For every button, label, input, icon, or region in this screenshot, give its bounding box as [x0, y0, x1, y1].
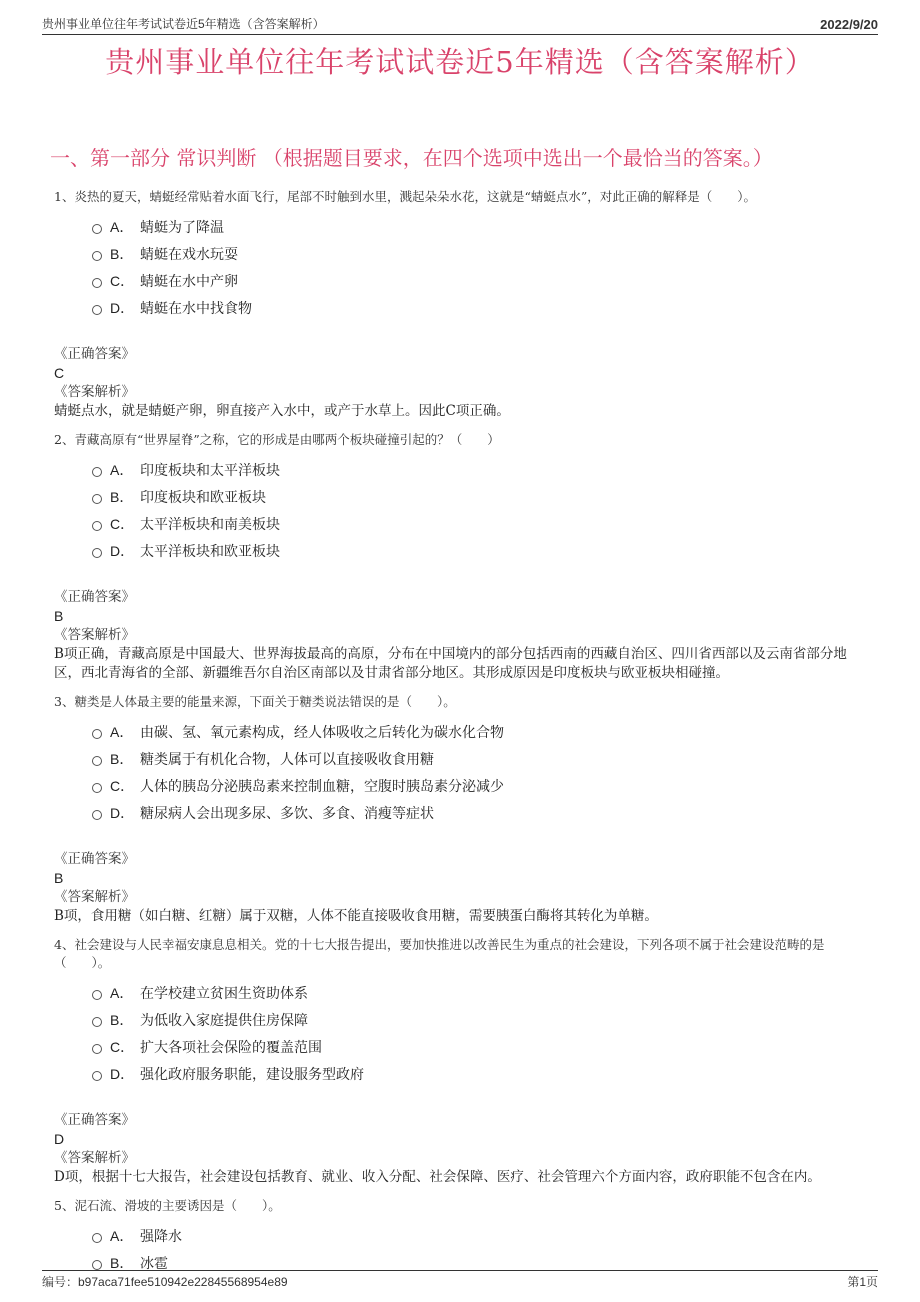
answer-label: 《正确答案》	[54, 346, 135, 362]
option-list	[92, 979, 870, 1087]
explain-label: 《答案解析》	[54, 1150, 135, 1166]
radio-icon[interactable]	[92, 783, 102, 793]
explanation-text: B项，食用糖（如白糖、红糖）属于双糖，人体不能直接吸收食用糖，需要胰蛋白酶将其转化为单糖。	[54, 908, 658, 924]
answer-label: 《正确答案》	[54, 1112, 135, 1128]
option-d[interactable]: D． 强化政府服务职能，建设服务型政府	[92, 1060, 870, 1087]
explanation-text: B项正确，青藏高原是中国最大、世界海拔最高的高原，分布在中国境内的部分包括西南的西藏自治区、四川省西部以及云南省部分地区，西北青海省的全部、新疆维吾尔自治区南部以及甘肃省部分地区。其形成原因是印度板块与欧亚板块相碰撞。	[54, 646, 847, 681]
question-list	[54, 188, 870, 1276]
radio-icon[interactable]	[92, 224, 102, 234]
radio-icon[interactable]	[92, 1017, 102, 1027]
option-a[interactable]: A． 印度板块和太平洋板块	[92, 456, 870, 483]
answer-block	[54, 588, 870, 683]
option-b[interactable]: B． 冰雹	[92, 1249, 870, 1276]
option-b[interactable]: B． 印度板块和欧亚板块	[92, 483, 870, 510]
question-2	[54, 431, 870, 683]
option-a[interactable]: A． 在学校建立贫困生资助体系	[92, 979, 870, 1006]
option-c[interactable]: C． 扩大各项社会保险的覆盖范围	[92, 1033, 870, 1060]
radio-icon[interactable]	[92, 1260, 102, 1270]
radio-icon[interactable]	[92, 756, 102, 766]
radio-icon[interactable]	[92, 278, 102, 288]
answer-block	[54, 1111, 870, 1187]
section-heading: 一、第一部分 常识判断 （根据题目要求，在四个选项中选出一个最恰当的答案。）	[50, 146, 773, 170]
option-b[interactable]: B． 蜻蜓在戏水玩耍	[92, 240, 870, 267]
question-3	[54, 693, 870, 926]
explanation-text: D项，根据十七大报告，社会建设包括教育、就业、收入分配、社会保障、医疗、社会管理六个方面内容，政府职能不包含在内。	[54, 1169, 821, 1185]
page-header	[42, 10, 878, 35]
radio-icon[interactable]	[92, 494, 102, 504]
question-1	[54, 188, 870, 421]
question-stem: 3、糖类是人体最主要的能量来源，下面关于糖类说法错误的是（ ）。	[54, 694, 456, 709]
header-date: 2022/9/20	[820, 17, 878, 32]
question-stem: 4、社会建设与人民幸福安康息息相关。党的十七大报告提出，要加快推进以改善民生为重点的社会建设，下列各项不属于社会建设范畴的是（ ）。	[54, 937, 825, 970]
explain-label: 《答案解析》	[54, 384, 135, 400]
radio-icon[interactable]	[92, 521, 102, 531]
answer-label: 《正确答案》	[54, 851, 135, 867]
explain-label: 《答案解析》	[54, 627, 135, 643]
radio-icon[interactable]	[92, 1071, 102, 1081]
option-list	[92, 1222, 870, 1276]
option-d[interactable]: D． 蜻蜓在水中找食物	[92, 294, 870, 321]
question-5	[54, 1197, 870, 1276]
answer-block	[54, 850, 870, 926]
page-number: 第1页	[847, 1275, 878, 1289]
option-b[interactable]: B． 为低收入家庭提供住房保障	[92, 1006, 870, 1033]
radio-icon[interactable]	[92, 251, 102, 261]
radio-icon[interactable]	[92, 305, 102, 315]
document-title: 贵州事业单位往年考试试卷近5年精选（含答案解析）	[105, 45, 815, 79]
option-c[interactable]: C． 蜻蜓在水中产卵	[92, 267, 870, 294]
page-footer	[42, 1270, 878, 1290]
answer-value: B	[54, 608, 64, 624]
option-b[interactable]: B． 糖类属于有机化合物，人体可以直接吸收食用糖	[92, 745, 870, 772]
document-code: 编号：b97aca71fee510942e22845568954e89	[42, 1275, 288, 1289]
radio-icon[interactable]	[92, 810, 102, 820]
question-stem: 2、青藏高原有“世界屋脊”之称，它的形成是由哪两个板块碰撞引起的？（ ）	[54, 432, 500, 447]
option-c[interactable]: C． 太平洋板块和南美板块	[92, 510, 870, 537]
option-a[interactable]: A． 强降水	[92, 1222, 870, 1249]
radio-icon[interactable]	[92, 467, 102, 477]
answer-label: 《正确答案》	[54, 589, 135, 605]
answer-block	[54, 345, 870, 421]
header-doc-title: 贵州事业单位往年考试试卷近5年精选（含答案解析）	[42, 17, 325, 31]
option-a[interactable]: A． 由碳、氢、氧元素构成，经人体吸收之后转化为碳水化合物	[92, 718, 870, 745]
radio-icon[interactable]	[92, 729, 102, 739]
question-4	[54, 936, 870, 1187]
radio-icon[interactable]	[92, 1233, 102, 1243]
option-list	[92, 456, 870, 564]
radio-icon[interactable]	[92, 1044, 102, 1054]
question-stem: 1、炎热的夏天，蜻蜓经常贴着水面飞行，尾部不时触到水里，溅起朵朵水花，这就是“蜻蜓点水”，对此正确的解释是（ ）。	[54, 189, 756, 204]
radio-icon[interactable]	[92, 548, 102, 558]
option-list	[92, 718, 870, 826]
option-c[interactable]: C． 人体的胰岛分泌胰岛素来控制血糖，空腹时胰岛素分泌减少	[92, 772, 870, 799]
answer-value: D	[54, 1131, 65, 1147]
radio-icon[interactable]	[92, 990, 102, 1000]
option-a[interactable]: A． 蜻蜓为了降温	[92, 213, 870, 240]
option-d[interactable]: D． 太平洋板块和欧亚板块	[92, 537, 870, 564]
question-stem: 5、泥石流、滑坡的主要诱因是（ ）。	[54, 1198, 281, 1213]
explanation-text: 蜻蜓点水，就是蜻蜓产卵，卵直接产入水中，或产于水草上。因此C项正确。	[54, 403, 510, 419]
answer-value: B	[54, 870, 64, 886]
answer-value: C	[54, 365, 65, 381]
explain-label: 《答案解析》	[54, 889, 135, 905]
option-d[interactable]: D． 糖尿病人会出现多尿、多饮、多食、消瘦等症状	[92, 799, 870, 826]
option-list	[92, 213, 870, 321]
